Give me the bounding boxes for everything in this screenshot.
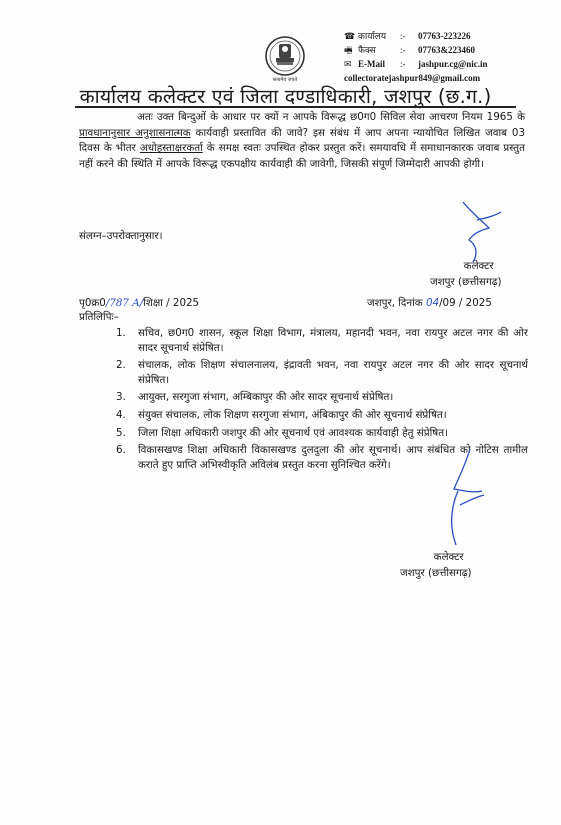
contact-block bbox=[344, 29, 488, 85]
list-item bbox=[116, 326, 528, 355]
national-emblem-icon bbox=[263, 34, 307, 84]
signatory-title: कलेक्टर bbox=[433, 551, 464, 563]
list-item bbox=[116, 390, 528, 405]
fax-icon: 🖷 bbox=[344, 45, 353, 55]
signature-scribble bbox=[430, 445, 490, 555]
reference-number bbox=[79, 296, 199, 310]
list-number: 1. bbox=[116, 327, 126, 339]
date-handwritten-day: 04 bbox=[425, 297, 440, 309]
signatory-place: जशपुर (छत्तीसगढ़) bbox=[430, 276, 502, 288]
ref-handwritten-number: /787 A/ bbox=[105, 297, 144, 309]
body-paragraph bbox=[79, 110, 525, 172]
list-number: 3. bbox=[116, 391, 126, 404]
email-address[interactable]: jashpur.cg@nic.in bbox=[418, 59, 488, 69]
list-number: 5. bbox=[116, 426, 126, 439]
date-label: जशपुर, दिनांक bbox=[367, 297, 423, 309]
list-text: संयुक्त संचालक, लोक शिक्षण सरगुजा संभाग, अंबिकापुर की ओर सूचनार्थ संप्रेषित। bbox=[138, 408, 447, 421]
list-item bbox=[116, 426, 528, 441]
signatory-title: कलेक्टर bbox=[463, 260, 494, 272]
list-text: सचिव, छ0ग0 शासन, स्कूल शिक्षा विभाग, मंत्रालय, महानदी भवन, नवा रायपुर अटल नगर की ओर सादर सूचनार्थ संप्रेषित। bbox=[138, 327, 528, 354]
list-text: संचालक, लोक शिक्षण संचालनालय, इंद्रावती भवन, नवा रायपुर अटल नगर की ओर सादर सूचनार्थ संप्रेषित। bbox=[138, 359, 528, 386]
list-text: जिला शिक्षा अधिकारी जशपुर की ओर सूचनार्थ एवं आवश्यक कार्यवाही हेतु संप्रेषित। bbox=[138, 426, 449, 439]
email-icon: ✉ bbox=[344, 59, 352, 69]
ref-dept: शिक्षा / 2025 bbox=[143, 297, 200, 309]
list-number: 6. bbox=[116, 444, 126, 457]
list-text: विकासखण्ड शिक्षा अधिकारी विकासखण्ड दुलदुला की ओर सूचनार्थ। आप संबंधित को नोटिस तामील कराते हुए प्राप्ति अभिस्वीकृति अविलंब प्रस्तुत करना सुनिश्चित करेंगे। bbox=[138, 444, 528, 471]
date-line bbox=[367, 296, 492, 310]
contact-sep: :- bbox=[400, 31, 406, 41]
svg-text:सत्यमेव जयते: सत्यमेव जयते bbox=[272, 77, 298, 83]
list-text: आयुक्त, सरगुजा संभाग, अम्बिकापुर की ओर सादर सूचनार्थ संप्रेषित। bbox=[138, 391, 394, 404]
office-title: कार्यालय कलेक्टर एवं जिला दण्डाधिकारी, जशपुर (छ.ग.) bbox=[79, 85, 492, 108]
contact-row-phone bbox=[344, 29, 488, 43]
para-underlined-text: प्रावधानानुसार अनुशासनात्मक bbox=[79, 126, 191, 139]
fax-number: 07763&223460 bbox=[418, 45, 475, 55]
title-divider bbox=[75, 106, 516, 108]
list-item bbox=[116, 408, 528, 423]
enclosure-note: संलग्न–उपरोक्तानुसार। bbox=[79, 230, 163, 242]
list-item bbox=[116, 358, 528, 387]
contact-sep: :- bbox=[400, 45, 406, 55]
contact-row-fax bbox=[344, 43, 488, 57]
phone-number: 07763-223226 bbox=[418, 31, 471, 41]
para-text: कार्यवाही प्रस्तावित की जावे? इस संबंध में आप अपना न्यायोचित लिखित जवाब 03 दिवस के भीतर bbox=[79, 126, 525, 155]
date-month-year: /09 / 2025 bbox=[439, 297, 492, 309]
para-underlined-text: अधोहस्ताक्षरकर्ता bbox=[139, 142, 203, 155]
list-number: 2. bbox=[116, 359, 126, 372]
signature-block-1 bbox=[430, 258, 502, 290]
contact-label: कार्यालय bbox=[358, 31, 387, 41]
contact-label: फैक्स bbox=[358, 45, 376, 55]
contact-row-email bbox=[344, 57, 488, 71]
signature-block-2 bbox=[400, 549, 472, 581]
list-number: 4. bbox=[116, 408, 126, 421]
email-address-secondary[interactable]: collectoratejashpur849@gmail.com bbox=[344, 73, 481, 83]
para-text: अतः उक्त बिन्दुओं के आधार पर क्यों न आपके विरूद्ध छ0ग0 सिविल सेवा आचरण नियम 1965 के bbox=[137, 111, 525, 123]
ref-prefix: पृ0क्र0 bbox=[79, 297, 106, 309]
phone-icon: ☎ bbox=[344, 31, 356, 41]
contact-label: E-Mail bbox=[358, 59, 385, 69]
contact-sep: :- bbox=[400, 59, 406, 69]
signatory-place: जशपुर (छत्तीसगढ़) bbox=[400, 567, 472, 579]
para-text: के समक्ष स्वतः उपस्थित होकर प्रस्तुत करें। समयावधि में समाधानकारक जवाब प्रस्तुत नहीं करने की स्थिति में आपके विरूद्ध एकपक्षीय कार्यवाही की जावेगी, जिसकी संपूर्ण जिम्मेदारी आपकी होगी। bbox=[79, 142, 525, 170]
copy-to-label: प्रतिलिपिः– bbox=[79, 311, 119, 323]
